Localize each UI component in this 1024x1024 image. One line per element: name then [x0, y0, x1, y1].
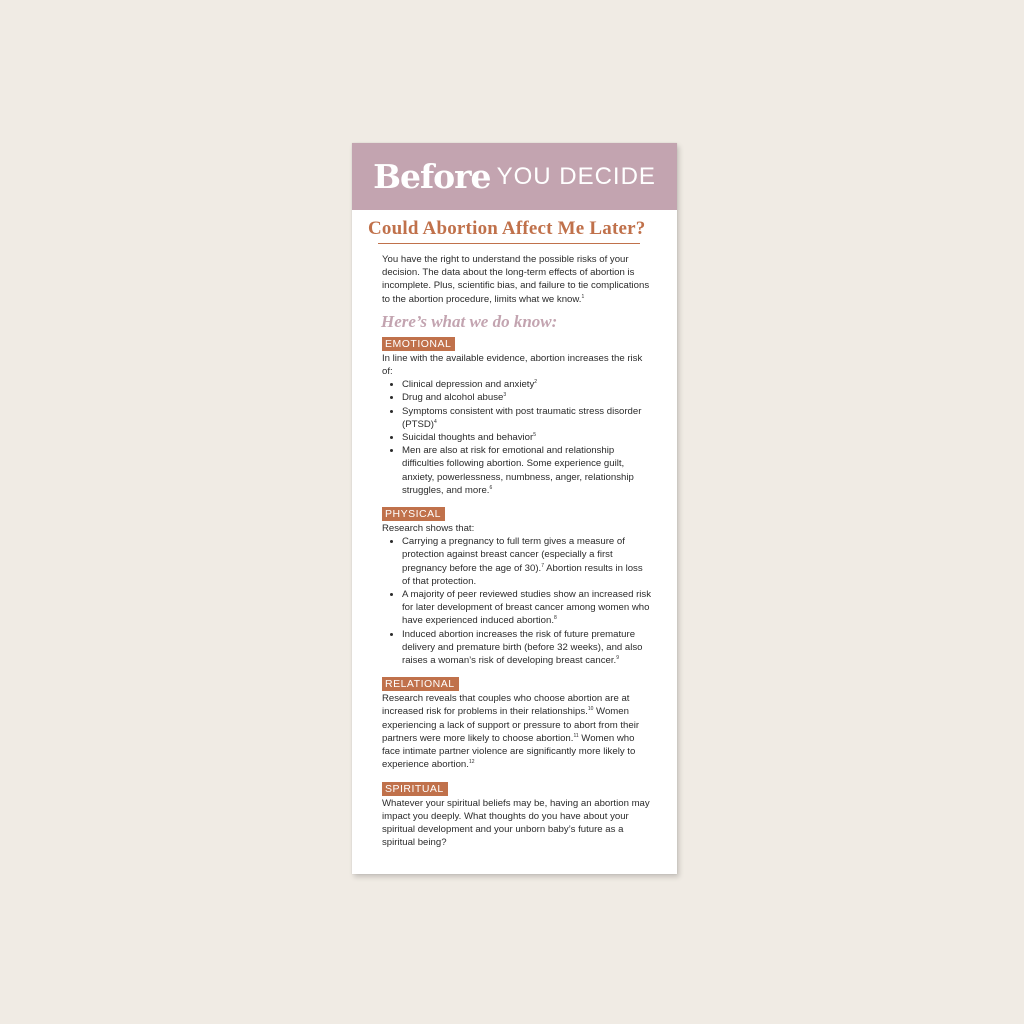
section-subhead: Here’s what we do know: [381, 311, 558, 331]
relational-section [382, 674, 652, 771]
page-title: Could Abortion Affect Me Later? [368, 218, 646, 239]
list-item: • Induced abortion increases the risk of future premature delivery and premature birth (before 32 weeks), and also raises a woman’s risk of developing breast cancer.$^9$ [402, 628, 652, 668]
intro-paragraph: You have the right to understand the possible risks of your decision. The data about the long-term effects of abortion is incomplete. Plus, scientific bias, and failure to tie complications to the abortion procedure, limits what we know.$^1$ [382, 254, 650, 305]
title-divider [378, 243, 640, 244]
spiritual-section [382, 779, 652, 850]
brand-before: Before [373, 157, 491, 196]
relational-tag: RELATIONAL [382, 677, 459, 691]
list-item: • Drug and alcohol abuse$^3$ [402, 391, 652, 404]
list-item: • A majority of peer reviewed studies show an increased risk for later development of breast cancer among women who have experienced induced abortion.$^8$ [402, 588, 652, 628]
list-item: • Carrying a pregnancy to full term gives a measure of protection against breast cancer (especially a first pregnancy before the age of 30).$^7$ Abortion results in loss of that protection. [402, 535, 652, 588]
emotional-section [382, 334, 652, 497]
spiritual-paragraph: Whatever your spiritual beliefs may be, having an abortion may impact you deeply. What thoughts do you have about your spiritual development and your unborn baby’s future as a spiritual being? [382, 797, 650, 849]
emotional-lead: In line with the available evidence, abortion increases the risk of: [382, 352, 643, 378]
list-item: • Men are also at risk for emotional and relationship difficulties following abortion. Some experience guilt, anxiety, powerlessness, numbness, anger, relationship struggles, and more.$^6$ [402, 444, 652, 497]
list-item: • Clinical depression and anxiety$^2$ [402, 378, 652, 391]
card-header [352, 143, 677, 210]
spiritual-tag: SPIRITUAL [382, 782, 448, 796]
physical-tag: PHYSICAL [382, 507, 445, 521]
card-content [368, 218, 652, 849]
physical-section [382, 504, 652, 667]
physical-lead: Research shows that: [382, 523, 475, 535]
physical-list [382, 535, 652, 667]
emotional-tag: EMOTIONAL [382, 337, 455, 351]
info-card [352, 143, 677, 874]
list-item: • Suicidal thoughts and behavior$^5$ [402, 431, 652, 444]
list-item: • Symptoms consistent with post traumatic stress disorder (PTSD)$^4$ [402, 405, 652, 431]
relational-paragraph: Research reveals that couples who choose abortion are at increased risk for problems in their relationships.$^{10}$ Women experiencing a lack of support or pressure to abort from their partners were more likely to choose abortion.$^{11}$ Women who face intimate partner violence are significantly more likely to experience abortion.$^{12}$ [382, 693, 640, 771]
brand-you-decide: YOU DECIDE [496, 162, 656, 190]
emotional-list [382, 378, 652, 497]
